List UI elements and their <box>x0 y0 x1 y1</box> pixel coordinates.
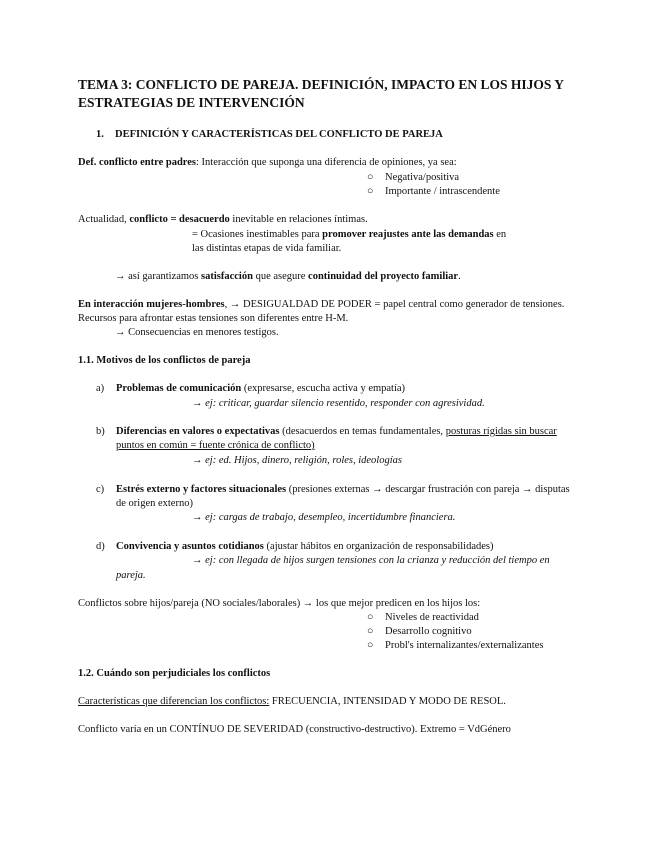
motivo-b: b) Diferencias en valores o expectativas (desacuerdos en temas fundamentales, posturas rígidas sin buscar <box>96 426 557 437</box>
actualidad-line-2: = Ocasiones inestimables para promover reajustes ante las demandas en <box>192 229 507 240</box>
motivo-c-line-2: de origen externo) <box>116 498 193 509</box>
definition-label: Def. conflicto entre padres <box>78 157 197 168</box>
bullet-circle-icon: ○ <box>367 172 374 183</box>
section-1-2-heading <box>78 667 270 680</box>
sobre-hijos-bullet-2: ○ Desarrollo cognitivo <box>367 626 472 637</box>
interaccion-line-2: Recursos para afrontar estas tensiones son diferentes entre H-M. <box>78 313 349 324</box>
section-1-heading <box>96 128 443 141</box>
motivo-d-example-2: pareja. <box>116 570 146 581</box>
doc-title-line-2: ESTRATEGIAS DE INTERVENCIÓN <box>78 95 305 110</box>
section-1-1-heading <box>78 354 250 367</box>
continuo-line: Conflicto varía en un CONTÍNUO DE SEVERIDAD (constructivo-destructivo). Extremo = VdGénero <box>78 724 511 735</box>
bullet-circle-icon: ○ <box>367 640 374 651</box>
bullet-circle-icon: ○ <box>367 612 374 623</box>
interaccion-line-3: → Consecuencias en menores testigos. <box>115 327 279 338</box>
motivo-c-example: → ej: cargas de trabajo, desempleo, incertidumbre financiera. <box>192 512 456 523</box>
section-1-number: 1. <box>96 129 104 140</box>
motivo-a: a) Problemas de comunicación (expresarse, escucha activa y empatía) <box>96 383 406 394</box>
bullet-circle-icon: ○ <box>367 186 374 197</box>
bullet-circle-icon: ○ <box>367 626 374 637</box>
actualidad-line-3: las distintas etapas de vida familiar. <box>192 243 342 254</box>
asi-garantizamos-line: → así garantizamos satisfacción que asegure continuidad del proyecto familiar. <box>115 271 461 282</box>
section-1-1-number: 1.1 <box>78 355 92 366</box>
sobre-hijos-line: Conflictos sobre hijos/pareja (NO sociales/laborales) → los que mejor predicen en los hijos los: <box>78 598 481 609</box>
motivo-c: c) Estrés externo y factores situacionales (presiones externas → descargar frustración con pareja → disputas <box>96 484 570 495</box>
doc-title-line-1: TEMA 3: CONFLICTO DE PAREJA. DEFINICIÓN, IMPACTO EN LOS HIJOS Y <box>78 77 565 92</box>
sobre-hijos-bullet-3: ○ Probl's internalizantes/externalizantes <box>367 640 544 651</box>
section-1-1-title: . Motivos de los conflictos de pareja <box>91 355 251 366</box>
motivo-a-example: → ej: criticar, guardar silencio resentido, responder con agresividad. <box>192 398 485 409</box>
section-1-2-title: . Cuándo son perjudiciales los conflictos <box>91 668 271 679</box>
motivo-b-line-2: puntos en común = fuente crónica de conflicto) <box>116 440 315 451</box>
definition-bullet-2: ○ Importante / intrascendente <box>367 186 500 197</box>
sobre-hijos-bullet-1: ○ Niveles de reactividad <box>367 612 479 623</box>
caracteristicas-line: Características que diferencian los conflictos: FRECUENCIA, INTENSIDAD Y MODO DE RESOL. <box>78 696 506 707</box>
motivo-d: d) Convivencia y asuntos cotidianos (ajustar hábitos en organización de responsabilidades) <box>96 541 494 552</box>
section-1-title: DEFINICIÓN Y CARACTERÍSTICAS DEL CONFLICTO DE PAREJA <box>115 129 443 140</box>
interaccion-line: En interacción mujeres-hombres, → DESIGUALDAD DE PODER = papel central como generador de tensiones. <box>78 299 565 310</box>
definition-line <box>78 156 457 169</box>
actualidad-line: Actualidad, conflicto = desacuerdo inevitable en relaciones íntimas. <box>78 214 368 225</box>
motivo-b-example: → ej: ed. Hijos, dinero, religión, roles, ideologías <box>192 455 402 466</box>
definition-bullet-1: ○ Negativa/positiva <box>367 172 460 183</box>
definition-text: : Interacción que suponga una diferencia de opiniones, ya sea: <box>196 157 457 168</box>
motivo-d-example: → ej: con llegada de hijos surgen tensiones con la crianza y reducción del tiempo en <box>192 555 550 566</box>
section-1-2-number: 1.2 <box>78 668 92 679</box>
